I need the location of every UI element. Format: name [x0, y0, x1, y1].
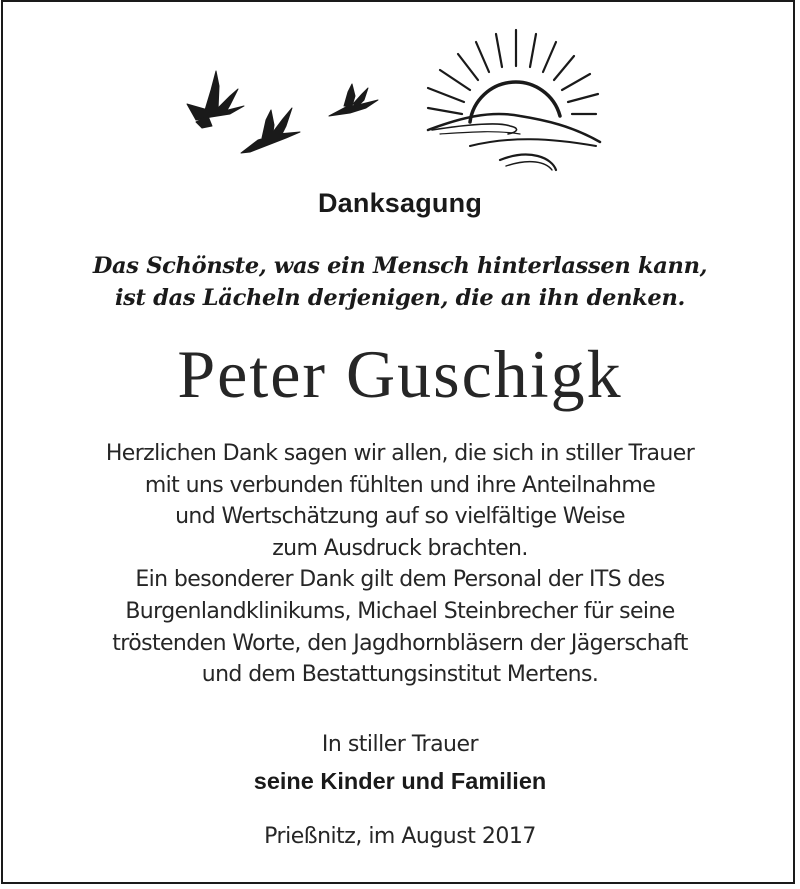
header-artwork: [0, 0, 800, 200]
in-grief-label: In stiller Trauer: [321, 732, 479, 757]
heading-danksagung: Danksagung: [317, 188, 483, 218]
thanks-line: zum Ausdruck brachten.: [272, 535, 528, 561]
thanks-line: Herzlichen Dank sagen wir allen, die sich in stiller Trauer: [105, 441, 695, 466]
mourners-family: seine Kinder und Familien: [253, 768, 547, 794]
thanks-line: tröstenden Worte, den Jagdhornbläsern der Jägerschaft: [112, 630, 688, 656]
thanks-text: [0, 438, 800, 691]
thanks-line: Burgenlandklinikums, Michael Steinbrecher für seine: [125, 598, 675, 624]
thanks-line: und Wertschätzung auf so vielfältige Weise: [175, 504, 625, 530]
flying-bird-icon: [241, 108, 300, 153]
deceased-name: Peter Guschigk: [177, 336, 623, 412]
flying-bird-icon: [329, 84, 378, 116]
thanks-line: Ein besonderer Dank gilt dem Personal der ITS des: [135, 567, 665, 593]
thanks-line: mit uns verbunden fühlten und ihre Anteilnahme: [144, 472, 656, 498]
flying-bird-icon: [187, 71, 244, 128]
rising-sun-over-hills-icon: [428, 30, 600, 170]
memorial-quote: [0, 250, 800, 314]
quote-line-1: Das Schönste, was ein Mensch hinterlassen kann,: [92, 253, 708, 279]
place-and-date: Prießnitz, im August 2017: [264, 824, 536, 849]
quote-line-2: ist das Lächeln derjenigen, die an ihn denken.: [114, 285, 686, 311]
thanks-line: und dem Bestattungsinstitut Mertens.: [201, 662, 599, 688]
